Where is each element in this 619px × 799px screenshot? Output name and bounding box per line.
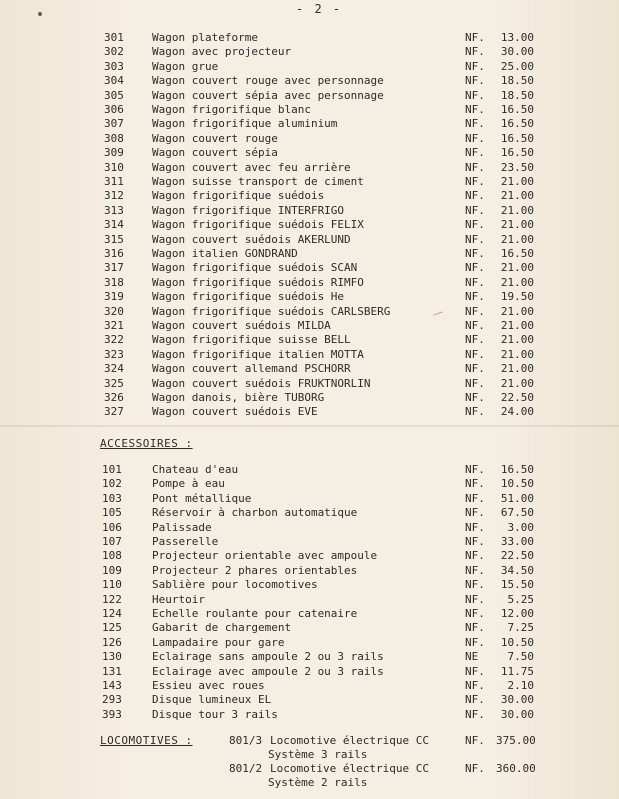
item-description: Gabarit de chargement [152,621,292,635]
item-code: 105 [102,506,122,520]
accessories-heading: ACCESSOIRES : [100,437,193,450]
price-row [0,549,619,563]
item-price: 16.50 [500,146,534,160]
item-code: 107 [102,535,122,548]
item-description: Disque lumineux EL [152,693,272,707]
price-row [0,290,619,304]
item-code: 124 [102,607,122,620]
item-code: 314 [104,218,124,232]
price-row [0,305,619,319]
currency: NF. [465,319,485,332]
item-description: Palissade [152,520,212,534]
currency: NF. [465,131,485,145]
price-row [0,564,619,578]
currency: NF. [465,304,485,318]
price-row [0,348,619,362]
item-code: 306 [104,103,124,116]
price-row [0,45,619,59]
item-description: Wagon plateforme [152,31,258,44]
price-row [0,621,619,635]
currency: NF. [465,59,485,73]
currency: NE [465,650,479,664]
price-row [0,405,619,419]
item-code: 320 [104,304,124,318]
item-description: Wagon couvert suédois FRUKTNORLIN [152,376,371,390]
item-description: Wagon italien GONDRAND [152,247,298,260]
currency: NF. [465,333,485,347]
price-row [0,276,619,290]
item-description: Wagon couvert suédois EVE [152,405,318,419]
currency: NF. [465,45,485,59]
price-row [0,679,619,693]
item-description: Wagon frigorifique suédois [152,189,325,203]
currency: NF. [465,664,485,678]
item-price: 21.00 [500,189,534,203]
item-price: 21.00 [500,261,534,275]
item-code: 131 [102,664,122,678]
item-code: 316 [104,247,124,260]
paper-fold-line [0,425,619,427]
price-row [0,693,619,707]
price-row [0,578,619,592]
price-row [0,319,619,333]
price-row [0,593,619,607]
price-row [0,233,619,247]
price-row [0,247,619,261]
currency: NF. [465,679,485,692]
currency: NF. [465,189,485,203]
item-price: 5.25 [507,592,534,606]
item-price: 21.00 [500,362,534,376]
item-price: 21.00 [500,232,534,246]
item-description: Chateau d'eau [152,463,239,476]
currency: NF. [465,74,485,88]
item-description: Heurtoir [152,592,205,606]
item-code: 109 [102,563,122,577]
currency: NF. [465,247,485,260]
item-code: 326 [104,391,124,404]
item-price: 13.00 [500,31,534,44]
item-code: 322 [104,333,124,347]
item-code: 323 [104,347,124,361]
price-row [0,333,619,347]
price-row [0,218,619,232]
item-system: Système 2 rails [268,776,368,789]
price-row [0,175,619,189]
item-description: Wagon suisse transport de ciment [152,175,364,188]
item-price: 21.00 [500,175,534,188]
item-code: 293 [102,693,122,707]
price-row [0,204,619,218]
item-price: 18.50 [500,88,534,102]
price-row [0,161,619,175]
item-price: 16.50 [500,131,534,145]
currency: NF. [465,635,485,649]
currency: NF. [465,31,485,44]
item-description: Wagon frigorifique suédois CARLSBERG [152,304,391,318]
price-row [0,535,619,549]
currency: NF. [465,578,485,592]
price-row [0,607,619,621]
item-description: Sablière pour locomotives [152,578,318,592]
item-code: 304 [104,74,124,88]
item-description: Wagon couvert suédois AKERLUND [152,232,351,246]
item-description: Wagon frigorifique suisse BELL [152,333,351,347]
item-price: 360.00 [496,762,536,775]
item-code: 324 [104,362,124,376]
currency: NF. [465,491,485,505]
currency: NF. [465,275,485,289]
price-row [0,132,619,146]
item-description: Réservoir à charbon automatique [152,506,358,520]
currency: NF. [465,621,485,635]
item-description: Wagon grue [152,59,219,73]
item-code: 311 [104,175,124,188]
currency: NF. [465,592,485,606]
item-price: 34.50 [500,563,534,577]
price-row [0,477,619,491]
item-price: 30.00 [500,693,534,707]
item-description: Pompe à eau [152,477,225,491]
item-description: Eclairage sans ampoule 2 ou 3 rails [152,650,384,664]
item-description: Essieu avec roues [152,679,265,692]
item-description: Wagon couvert avec feu arrière [152,160,351,174]
currency: NF. [465,535,485,548]
item-code: 101 [102,463,122,476]
price-row [0,377,619,391]
item-price: 23.50 [500,160,534,174]
item-price: 24.00 [500,405,534,419]
item-price: 16.50 [500,103,534,116]
item-price: 7.50 [507,650,534,664]
item-price: 16.50 [500,117,534,131]
item-code: 315 [104,232,124,246]
item-code: 125 [102,621,122,635]
currency: NF. [465,707,485,721]
item-price: 10.50 [500,477,534,491]
item-code: 309 [104,146,124,160]
item-description: Wagon danois, bière TUBORG [152,391,325,404]
price-row [0,189,619,203]
item-description: Wagon frigorifique blanc [152,103,311,116]
currency: NF. [465,362,485,376]
currency: NF. [465,734,485,747]
item-code: 102 [102,477,122,491]
price-row [0,506,619,520]
item-price: 16.50 [500,247,534,260]
item-description: Projecteur 2 phares orientables [152,563,358,577]
item-price: 10.50 [500,635,534,649]
item-price: 21.00 [500,218,534,232]
item-price: 21.00 [500,333,534,347]
item-price: 16.50 [500,463,534,476]
page-number: - 2 - [296,2,343,16]
price-row [0,463,619,477]
item-description: Locomotive électrique CC [270,762,429,775]
item-description: Wagon couvert suédois MILDA [152,319,331,332]
item-price: 67.50 [500,506,534,520]
currency: NF. [465,290,485,304]
item-price: 22.50 [500,549,534,563]
item-price: 3.00 [507,520,534,534]
item-price: 7.25 [507,621,534,635]
item-description: Projecteur orientable avec ampoule [152,549,378,563]
price-row [0,521,619,535]
item-code: 302 [104,45,124,59]
item-description: Wagon couvert sépia avec personnage [152,88,384,102]
price-row [0,708,619,722]
item-description: Wagon couvert sépia [152,146,278,160]
price-row [0,492,619,506]
item-description: Wagon frigorifique INTERFRIGO [152,203,345,217]
item-description: Wagon frigorifique italien MOTTA [152,347,364,361]
price-row [0,391,619,405]
item-code: 126 [102,635,122,649]
item-code: 317 [104,261,124,275]
currency: NF. [465,563,485,577]
item-description: Wagon frigorifique suédois FELIX [152,218,364,232]
item-price: 30.00 [500,45,534,59]
item-price: 30.00 [500,707,534,721]
item-code: 312 [104,189,124,203]
ink-dot [38,12,42,16]
item-description: Wagon frigorifique suédois RIMFO [152,275,364,289]
item-price: 21.00 [500,376,534,390]
item-code: 108 [102,549,122,563]
item-description: Disque tour 3 rails [152,707,278,721]
item-price: 25.00 [500,59,534,73]
item-code: 313 [104,203,124,217]
currency: NF. [465,391,485,404]
item-description: Wagon frigorifique suédois SCAN [152,261,358,275]
item-code: 393 [102,707,122,721]
item-description: Wagon couvert allemand PSCHORR [152,362,351,376]
item-price: 11.75 [500,664,534,678]
item-code: 130 [102,650,122,664]
item-description: Locomotive électrique CC [270,734,429,747]
item-description: Lampadaire pour gare [152,635,285,649]
price-row [0,89,619,103]
item-description: Wagon frigorifique aluminium [152,117,338,131]
item-code: 801/3 [229,734,263,747]
item-price: 21.00 [500,304,534,318]
currency: NF. [465,117,485,131]
item-description: Pont métallique [152,491,252,505]
price-row [0,31,619,45]
item-code: 310 [104,160,124,174]
item-description: Wagon avec projecteur [152,45,292,59]
currency: NF. [465,232,485,246]
item-code: 103 [102,491,122,505]
currency: NF. [465,693,485,707]
item-description: Wagon couvert rouge [152,131,278,145]
price-row [0,665,619,679]
item-price: 18.50 [500,74,534,88]
item-price: 19.50 [500,290,534,304]
item-code: 801/2 [229,762,263,775]
price-row [0,650,619,664]
locomotives-heading: LOCOMOTIVES : [100,734,193,747]
item-price: 51.00 [500,491,534,505]
item-code: 305 [104,88,124,102]
item-price: 21.00 [500,275,534,289]
currency: NF. [465,103,485,116]
item-code: 327 [104,405,124,419]
item-price: 375.00 [496,734,536,747]
currency: NF. [465,203,485,217]
item-description: Wagon frigorifique suédois He [152,290,345,304]
price-row [0,117,619,131]
item-description: Wagon couvert rouge avec personnage [152,74,384,88]
item-price: 21.00 [500,203,534,217]
currency: NF. [465,506,485,520]
currency: NF. [465,218,485,232]
currency: NF. [465,607,485,620]
item-code: 122 [102,592,122,606]
item-description: Echelle roulante pour catenaire [152,607,358,620]
currency: NF. [465,405,485,419]
item-price: 12.00 [500,607,534,620]
item-code: 110 [102,578,122,592]
currency: NF. [465,762,485,775]
currency: NF. [465,347,485,361]
price-row [0,60,619,74]
item-price: 2.10 [507,679,534,692]
price-row [0,261,619,275]
item-code: 319 [104,290,124,304]
item-code: 307 [104,117,124,131]
currency: NF. [465,376,485,390]
currency: NF. [465,477,485,491]
price-row [0,636,619,650]
price-row [0,362,619,376]
currency: NF. [465,146,485,160]
item-code: 301 [104,31,124,44]
item-description: Passerelle [152,535,219,548]
currency: NF. [465,261,485,275]
item-code: 143 [102,679,122,692]
item-code: 318 [104,275,124,289]
item-system: Système 3 rails [268,748,368,761]
price-row [0,74,619,88]
price-row [0,146,619,160]
currency: NF. [465,463,485,476]
currency: NF. [465,549,485,563]
item-price: 22.50 [500,391,534,404]
currency: NF. [465,175,485,188]
item-price: 21.00 [500,347,534,361]
item-price: 15.50 [500,578,534,592]
item-description: Eclairage avec ampoule 2 ou 3 rails [152,664,384,678]
item-code: 308 [104,131,124,145]
currency: NF. [465,88,485,102]
item-price: 33.00 [500,535,534,548]
item-price: 21.00 [500,319,534,332]
currency: NF. [465,160,485,174]
item-code: 106 [102,520,122,534]
price-row [0,103,619,117]
item-code: 321 [104,319,124,332]
item-code: 303 [104,59,124,73]
item-code: 325 [104,376,124,390]
currency: NF. [465,520,485,534]
